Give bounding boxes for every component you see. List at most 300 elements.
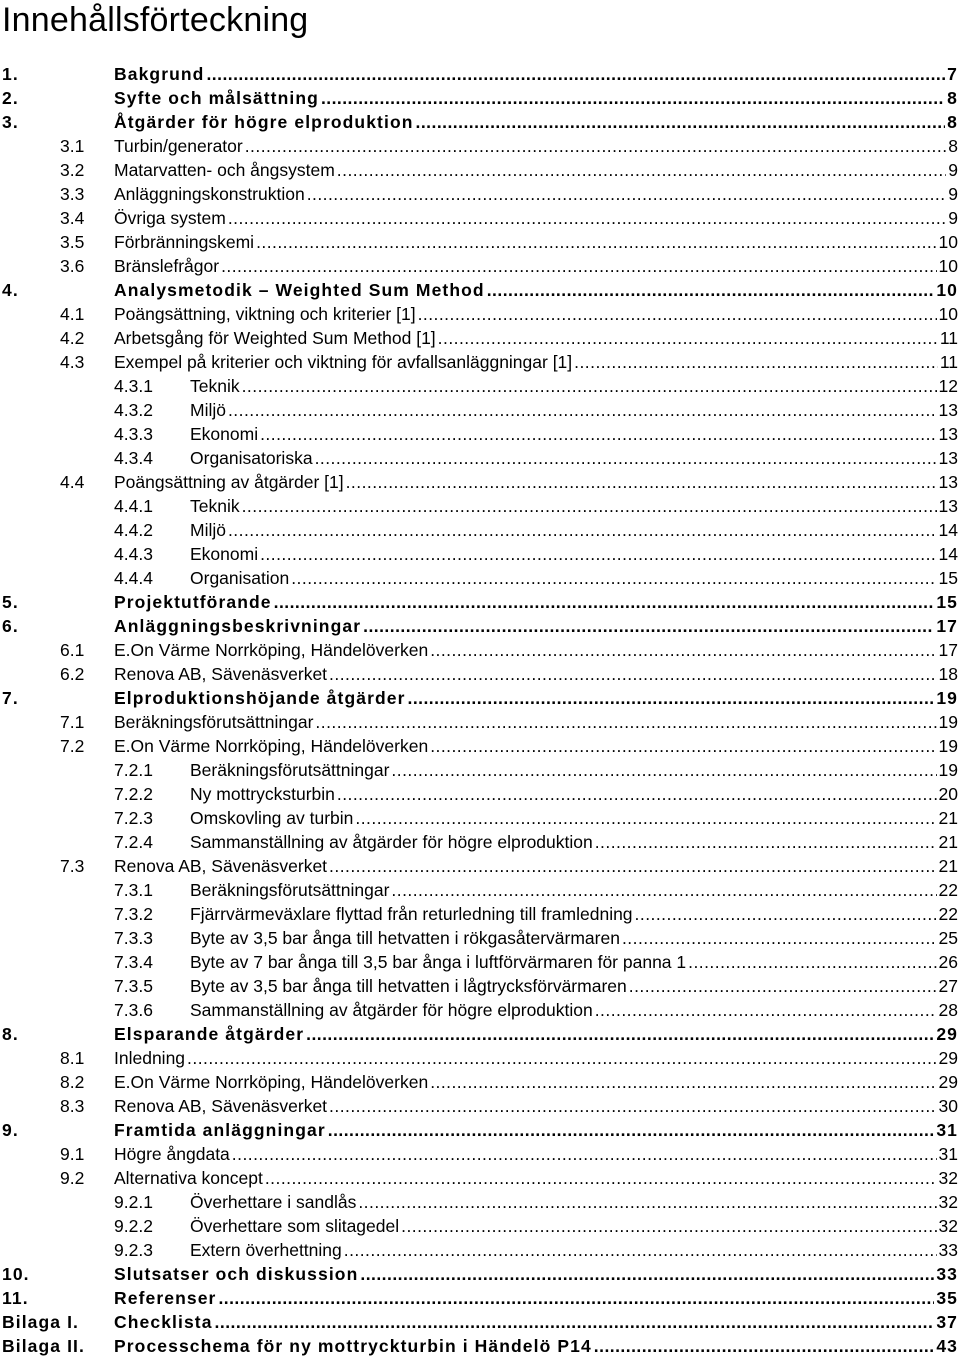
toc-entry-page: 28 (938, 1000, 958, 1020)
toc-entry[interactable] (0, 518, 958, 542)
toc-entry-number: Bilaga II. (2, 1336, 85, 1356)
toc-entry-page: 10 (938, 232, 958, 252)
toc-entry-label: Åtgärder för högre elproduktion (114, 112, 414, 132)
toc-entry[interactable] (0, 350, 958, 374)
toc-entry[interactable] (0, 374, 958, 398)
toc-entry[interactable] (0, 1238, 958, 1262)
dot-leader (329, 854, 936, 878)
dot-leader (228, 206, 946, 230)
dot-leader (306, 1022, 934, 1046)
toc-entry[interactable] (0, 1214, 958, 1238)
toc-entry-label: Sammanställning av åtgärder för högre elproduktion (190, 1000, 593, 1020)
toc-entry[interactable] (0, 686, 958, 710)
toc-entry-number: 4.3.3 (114, 424, 153, 444)
toc-entry-label: Poängsättning, viktning och kriterier [1] (114, 304, 416, 324)
toc-entry-page: 32 (938, 1192, 958, 1212)
toc-entry-label: Inledning (114, 1048, 186, 1068)
toc-entry[interactable] (0, 1142, 958, 1166)
toc-entry-number: 3.4 (60, 208, 85, 228)
toc-entry-label: Byte av 7 bar ånga till 3,5 bar ånga i luftförvärmaren för panna 1 (190, 952, 687, 972)
toc-entry-label: E.On Värme Norrköping, Händelöverken (114, 736, 429, 756)
toc-entry-label: E.On Värme Norrköping, Händelöverken (114, 1072, 429, 1092)
toc-entry-number: 5. (2, 592, 19, 612)
dot-leader (256, 230, 936, 254)
toc-entry-number: 4.4.1 (114, 496, 153, 516)
toc-entry-label: Checklista (114, 1312, 213, 1332)
toc-entry[interactable] (0, 230, 958, 254)
toc-entry-label: Organisatoriska (190, 448, 313, 468)
toc-entry-line (190, 926, 958, 950)
toc-entry[interactable] (0, 470, 958, 494)
toc-entry-line (190, 542, 958, 566)
toc-entry-page: 22 (938, 904, 958, 924)
dot-leader (260, 422, 936, 446)
toc-entry-line (190, 878, 958, 902)
dot-leader (245, 134, 947, 158)
toc-entry-label: Byte av 3,5 bar ånga till hetvatten i rökgasåtervärmaren (190, 928, 620, 948)
toc-entry-page: 27 (938, 976, 958, 996)
toc-entry-line (190, 950, 958, 974)
toc-entry[interactable] (0, 710, 958, 734)
toc-entry-label: Organisation (190, 568, 290, 588)
toc-entry-page: 9 (948, 160, 958, 180)
toc-entry[interactable] (0, 206, 958, 230)
toc-entry[interactable] (0, 806, 958, 830)
toc-entry-line (190, 902, 958, 926)
toc-entry-line (190, 422, 958, 446)
toc-entry-number: 9.2 (60, 1168, 85, 1188)
toc-entry-page: 29 (938, 1072, 958, 1092)
toc-entry[interactable] (0, 1070, 958, 1094)
toc-entry[interactable] (0, 326, 958, 350)
dot-leader (595, 830, 937, 854)
toc-entry[interactable] (0, 254, 958, 278)
dot-leader (622, 926, 937, 950)
dot-leader (260, 542, 936, 566)
toc-entry-line (190, 758, 958, 782)
toc-entry-number: 7.3.3 (114, 928, 153, 948)
toc-entry-label: Beräkningsförutsättningar (114, 712, 314, 732)
toc-entry-label: Miljö (190, 520, 226, 540)
toc-entry-page: 21 (938, 808, 958, 828)
toc-entry-line (190, 1238, 958, 1262)
toc-entry[interactable] (0, 1190, 958, 1214)
toc-entry-line (114, 1046, 958, 1070)
toc-entry-label: Ekonomi (190, 424, 259, 444)
toc-entry-line (114, 1334, 958, 1358)
dot-leader (355, 806, 936, 830)
dot-leader (487, 278, 935, 302)
toc-entry-page: 19 (938, 760, 958, 780)
toc-entry-page: 33 (938, 1240, 958, 1260)
toc-entry-label: Extern överhettning (190, 1240, 342, 1260)
toc-entry-number: 7.3.6 (114, 1000, 153, 1020)
toc-entry[interactable] (0, 398, 958, 422)
toc-entry-label: Matarvatten- och ångsystem (114, 160, 335, 180)
dot-leader (221, 254, 936, 278)
dot-leader (329, 662, 936, 686)
toc-entry[interactable] (0, 86, 958, 110)
toc-entry-page: 12 (938, 376, 958, 396)
toc-entry-label: Anläggningsbeskrivningar (114, 616, 362, 636)
table-of-contents (0, 62, 960, 1358)
dot-leader (594, 1334, 935, 1358)
toc-entry-label: Fjärrvärmeväxlare flyttad från returledning till framledning (190, 904, 633, 924)
toc-entry-line (190, 398, 958, 422)
toc-entry-page: 13 (938, 472, 958, 492)
toc-entry-number: 4.4 (60, 472, 85, 492)
dot-leader (337, 782, 937, 806)
toc-entry-number: 4.2 (60, 328, 85, 348)
toc-entry-page: 13 (938, 400, 958, 420)
toc-entry-label: Renova AB, Sävenäsverket (114, 1096, 328, 1116)
toc-entry[interactable] (0, 950, 958, 974)
toc-entry-line (114, 710, 958, 734)
toc-entry[interactable] (0, 1310, 958, 1334)
toc-entry-label: Analysmetodik – Weighted Sum Method (114, 280, 485, 300)
toc-entry-number: 4.3.1 (114, 376, 153, 396)
dot-leader (418, 302, 937, 326)
toc-entry-line (190, 974, 958, 998)
toc-entry-label: Projektutförande (114, 592, 272, 612)
toc-entry-page: 29 (936, 1024, 958, 1044)
toc-entry-page: 18 (938, 664, 958, 684)
dot-leader (307, 182, 947, 206)
toc-entry-page: 19 (938, 736, 958, 756)
dot-leader (430, 638, 936, 662)
toc-entry-label: Framtida anläggningar (114, 1120, 326, 1140)
toc-entry-label: Överhettare i sandlås (190, 1192, 357, 1212)
dot-leader (321, 86, 945, 110)
toc-entry-page: 21 (938, 856, 958, 876)
dot-leader (215, 1310, 935, 1334)
toc-entry[interactable] (0, 1286, 958, 1310)
toc-entry-number: 3.6 (60, 256, 85, 276)
toc-entry-number: 9. (2, 1120, 19, 1140)
toc-entry-label: Bränslefrågor (114, 256, 220, 276)
toc-entry-number: 6. (2, 616, 19, 636)
toc-entry-line (114, 302, 958, 326)
toc-entry-number: 7.3.1 (114, 880, 153, 900)
toc-entry-label: Syfte och målsättning (114, 88, 319, 108)
toc-entry-line (114, 254, 958, 278)
toc-entry-number: 8.3 (60, 1096, 85, 1116)
toc-entry-line (190, 998, 958, 1022)
dot-leader (416, 110, 946, 134)
toc-entry-page: 31 (938, 1144, 958, 1164)
toc-entry-page: 11 (939, 352, 958, 372)
toc-entry-label: Ekonomi (190, 544, 259, 564)
toc-entry-page: 37 (936, 1312, 958, 1332)
toc-entry-page: 9 (948, 208, 958, 228)
toc-entry-line (114, 614, 958, 638)
toc-entry-number: 4.4.2 (114, 520, 153, 540)
toc-entry[interactable] (0, 302, 958, 326)
toc-entry-label: Beräkningsförutsättningar (190, 880, 390, 900)
toc-entry-line (114, 278, 958, 302)
dot-leader (228, 398, 937, 422)
toc-entry-page: 13 (938, 496, 958, 516)
toc-entry-line (114, 134, 958, 158)
toc-entry[interactable] (0, 1022, 958, 1046)
toc-entry-number: 7.2.4 (114, 832, 153, 852)
toc-entry-line (190, 782, 958, 806)
toc-entry[interactable] (0, 662, 958, 686)
toc-entry-label: Ny mottrycksturbin (190, 784, 335, 804)
toc-entry[interactable] (0, 494, 958, 518)
toc-entry-number: 2. (2, 88, 19, 108)
toc-entry-line (114, 1070, 958, 1094)
toc-entry[interactable] (0, 110, 958, 134)
dot-leader (360, 1262, 934, 1286)
toc-entry-page: 33 (936, 1264, 958, 1284)
toc-entry-number: 3.2 (60, 160, 85, 180)
toc-entry-page: 20 (938, 784, 958, 804)
toc-entry-page: 9 (948, 184, 958, 204)
dot-leader (344, 1238, 937, 1262)
toc-entry[interactable] (0, 926, 958, 950)
toc-entry-page: 8 (947, 88, 958, 108)
toc-entry-number: 7.3.2 (114, 904, 153, 924)
toc-entry-line (114, 662, 958, 686)
toc-entry[interactable] (0, 902, 958, 926)
dot-leader (242, 374, 937, 398)
toc-entry-label: Omskovling av turbin (190, 808, 354, 828)
toc-entry-page: 29 (938, 1048, 958, 1068)
toc-entry-number: 7.2 (60, 736, 85, 756)
toc-entry-line (114, 1262, 958, 1286)
dot-leader (337, 158, 946, 182)
toc-entry-page: 26 (938, 952, 958, 972)
toc-entry[interactable] (0, 1166, 958, 1190)
toc-entry-line (190, 830, 958, 854)
toc-entry-line (190, 518, 958, 542)
toc-entry[interactable] (0, 1094, 958, 1118)
toc-entry[interactable] (0, 158, 958, 182)
toc-entry-number: 7.3.4 (114, 952, 153, 972)
dot-leader (315, 446, 937, 470)
toc-entry[interactable] (0, 758, 958, 782)
toc-entry-label: Överhettare som slitagedel (190, 1216, 400, 1236)
toc-entry-number: 4.3 (60, 352, 85, 372)
toc-entry-label: Elsparande åtgärder (114, 1024, 305, 1044)
toc-entry-label: Sammanställning av åtgärder för högre elproduktion (190, 832, 593, 852)
toc-entry[interactable] (0, 878, 958, 902)
toc-entry-number: 7. (2, 688, 19, 708)
dot-leader (688, 950, 936, 974)
toc-entry-page: 10 (938, 256, 958, 276)
toc-entry-number: 3.3 (60, 184, 85, 204)
dot-leader (363, 614, 934, 638)
toc-entry-label: Slutsatser och diskussion (114, 1264, 359, 1284)
toc-entry-label: Processchema för ny mottryckturbin i Händelö P14 (114, 1336, 592, 1356)
toc-entry-number: 9.2.1 (114, 1192, 153, 1212)
toc-entry-line (114, 206, 958, 230)
toc-entry[interactable] (0, 1046, 958, 1070)
toc-entry-number: 6.2 (60, 664, 85, 684)
dot-leader (635, 902, 937, 926)
toc-entry-page: 25 (938, 928, 958, 948)
dot-leader (391, 878, 936, 902)
toc-entry[interactable] (0, 974, 958, 998)
dot-leader (358, 1190, 936, 1214)
toc-entry-number: 4.3.2 (114, 400, 153, 420)
toc-entry-label: Exempel på kriterier och viktning för avfallsanläggningar [1] (114, 352, 573, 372)
toc-entry-number: 4.4.3 (114, 544, 153, 564)
dot-leader (329, 1094, 936, 1118)
toc-entry-line (114, 62, 958, 86)
toc-entry-line (190, 1214, 958, 1238)
toc-entry-page: 35 (936, 1288, 958, 1308)
toc-entry-line (114, 1142, 958, 1166)
dot-leader (242, 494, 937, 518)
toc-entry-number: 7.3.5 (114, 976, 153, 996)
toc-entry-line (114, 158, 958, 182)
dot-leader (274, 590, 935, 614)
dot-leader (408, 686, 935, 710)
toc-entry-number: 4.3.4 (114, 448, 153, 468)
toc-entry-line (190, 1190, 958, 1214)
dot-leader (218, 1286, 934, 1310)
toc-entry-number: 9.2.3 (114, 1240, 153, 1260)
dot-leader (346, 470, 937, 494)
toc-entry-page: 19 (938, 712, 958, 732)
dot-leader (328, 1118, 935, 1142)
toc-entry-line (190, 806, 958, 830)
toc-entry-number: 4.4.4 (114, 568, 153, 588)
toc-entry-number: 9.2.2 (114, 1216, 153, 1236)
toc-entry-label: E.On Värme Norrköping, Händelöverken (114, 640, 429, 660)
dot-leader (629, 974, 937, 998)
toc-entry-label: Högre ångdata (114, 1144, 230, 1164)
dot-leader (228, 518, 937, 542)
toc-entry-label: Byte av 3,5 bar ånga till hetvatten i lågtrycksförvärmaren (190, 976, 627, 996)
toc-entry-number: 3.5 (60, 232, 85, 252)
dot-leader (206, 62, 945, 86)
toc-entry-number: 10. (2, 1264, 30, 1284)
toc-entry-page: 43 (936, 1336, 958, 1356)
toc-entry-label: Bakgrund (114, 64, 205, 84)
toc-entry[interactable] (0, 638, 958, 662)
toc-entry[interactable] (0, 782, 958, 806)
toc-entry[interactable] (0, 590, 958, 614)
toc-entry-page: 15 (936, 592, 958, 612)
toc-entry-number: 8.2 (60, 1072, 85, 1092)
dot-leader (574, 350, 938, 374)
toc-entry-label: Teknik (190, 496, 240, 516)
toc-entry[interactable] (0, 182, 958, 206)
toc-entry-number: 8.1 (60, 1048, 85, 1068)
toc-entry-page: 22 (938, 880, 958, 900)
toc-entry-line (114, 470, 958, 494)
toc-entry[interactable] (0, 998, 958, 1022)
toc-entry-page: 30 (938, 1096, 958, 1116)
dot-leader (430, 734, 936, 758)
toc-entry[interactable] (0, 734, 958, 758)
dot-leader (232, 1142, 937, 1166)
toc-entry-line (114, 734, 958, 758)
toc-entry-number: 4.1 (60, 304, 85, 324)
toc-entry[interactable] (0, 854, 958, 878)
toc-entry-label: Turbin/generator (114, 136, 243, 156)
toc-entry-line (114, 686, 958, 710)
toc-entry-label: Beräkningsförutsättningar (190, 760, 390, 780)
toc-entry[interactable] (0, 1262, 958, 1286)
toc-entry-label: Referenser (114, 1288, 217, 1308)
toc-entry-number: 9.1 (60, 1144, 85, 1164)
toc-entry-label: Förbränningskemi (114, 232, 255, 252)
toc-entry[interactable] (0, 446, 958, 470)
toc-entry-page: 13 (938, 448, 958, 468)
dot-leader (187, 1046, 936, 1070)
toc-entry-page: 10 (936, 280, 958, 300)
toc-entry-page: 32 (938, 1168, 958, 1188)
toc-entry[interactable] (0, 614, 958, 638)
toc-entry-line (114, 638, 958, 662)
toc-entry-line (190, 374, 958, 398)
toc-entry-number: 3. (2, 112, 19, 132)
toc-entry-line (114, 326, 958, 350)
toc-entry-page: 17 (938, 640, 958, 660)
toc-entry-page: 8 (947, 112, 958, 132)
toc-entry-page: 10 (938, 304, 958, 324)
toc-entry[interactable] (0, 278, 958, 302)
toc-entry[interactable] (0, 1334, 958, 1358)
toc-entry-page: 32 (938, 1216, 958, 1236)
toc-entry[interactable] (0, 62, 958, 86)
toc-entry-label: Arbetsgång för Weighted Sum Method [1] (114, 328, 436, 348)
toc-entry-page: 14 (938, 520, 958, 540)
toc-entry-page: 11 (939, 328, 958, 348)
toc-entry-number: 7.3 (60, 856, 85, 876)
toc-entry-line (114, 1118, 958, 1142)
toc-entry-label: Alternativa koncept (114, 1168, 263, 1188)
toc-entry-line (114, 350, 958, 374)
toc-entry-page: 7 (947, 64, 958, 84)
toc-entry-line (114, 1310, 958, 1334)
toc-entry-line (114, 1166, 958, 1190)
toc-entry-label: Renova AB, Sävenäsverket (114, 856, 328, 876)
toc-entry-number: Bilaga I. (2, 1312, 80, 1332)
toc-entry-line (114, 86, 958, 110)
toc-entry[interactable] (0, 1118, 958, 1142)
toc-entry-number: 7.2.2 (114, 784, 153, 804)
toc-entry-line (114, 1094, 958, 1118)
toc-entry[interactable] (0, 566, 958, 590)
toc-entry[interactable] (0, 830, 958, 854)
dot-leader (265, 1166, 937, 1190)
toc-entry-line (114, 110, 958, 134)
toc-entry-number: 7.1 (60, 712, 85, 732)
toc-entry[interactable] (0, 542, 958, 566)
dot-leader (438, 326, 938, 350)
toc-entry-line (114, 182, 958, 206)
toc-entry-line (190, 494, 958, 518)
toc-entry[interactable] (0, 134, 958, 158)
toc-entry-page: 8 (948, 136, 958, 156)
toc-entry-label: Miljö (190, 400, 226, 420)
toc-entry[interactable] (0, 422, 958, 446)
toc-entry-line (114, 1286, 958, 1310)
toc-entry-page: 31 (936, 1120, 958, 1140)
toc-entry-number: 1. (2, 64, 19, 84)
toc-entry-number: 7.2.3 (114, 808, 153, 828)
dot-leader (391, 758, 936, 782)
toc-entry-line (114, 590, 958, 614)
toc-entry-label: Övriga system (114, 208, 226, 228)
page-title: Innehållsförteckning (2, 1, 309, 39)
toc-entry-number: 8. (2, 1024, 19, 1044)
